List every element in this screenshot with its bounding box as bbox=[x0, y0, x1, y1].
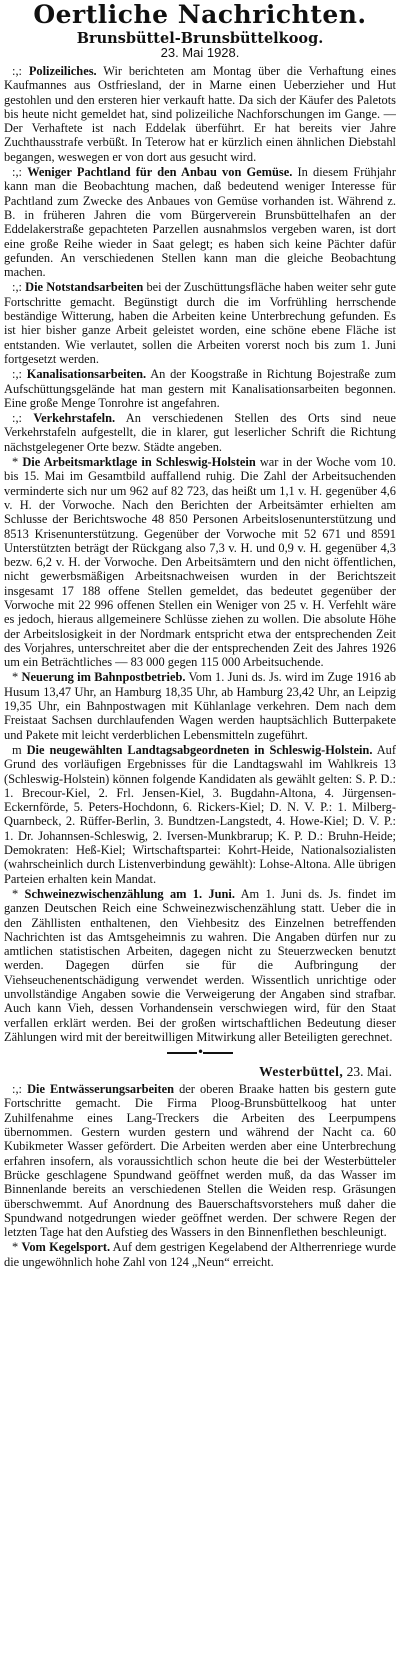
article-landtagsabgeordnete bbox=[4, 743, 396, 886]
article-heading: Weniger Pachtland für den Anbau von Gemüse. bbox=[27, 165, 293, 180]
articles-section-2 bbox=[4, 1082, 396, 1269]
article-schweinezaehlung bbox=[4, 887, 396, 1044]
article-marker: * bbox=[12, 1240, 19, 1255]
article-heading: Die Notstandsarbeiten bbox=[25, 280, 144, 295]
article-marker: * bbox=[12, 670, 19, 685]
article-heading: Vom Kegelsport. bbox=[21, 1240, 111, 1255]
article-kegelsport bbox=[4, 1240, 396, 1269]
article-verkehrstafeln bbox=[4, 411, 396, 454]
article-heading: Die Entwässerungsarbeiten bbox=[27, 1082, 174, 1097]
newspaper-page bbox=[4, 0, 396, 1658]
article-heading: Neuerung im Bahnpostbetrieb. bbox=[21, 670, 186, 685]
article-marker: :,: bbox=[12, 1082, 22, 1097]
article-heading: Verkehrstafeln. bbox=[33, 411, 116, 426]
articles-section-1 bbox=[4, 64, 396, 1044]
article-entwaesserung bbox=[4, 1082, 396, 1239]
article-heading: Die Arbeitsmarktlage in Schleswig-Holstein bbox=[22, 455, 256, 470]
article-marker: m bbox=[12, 742, 22, 757]
section-place: Westerbüttel, bbox=[259, 1064, 344, 1080]
article-body: Am 1. Juni ds. Js. findet im ganzen Deutschen Reich eine Schweinezwischenzählung statt. Ueber die in den Zähllisten enthaltenen, den Viehbesitz des Einzelnen betreffenden Nachrichten ist das Amtsgeheimnis zu wahren. Die Angaben dürfen nur zu amtlichen statistischen Arbeiten, dagegen nicht zu Steuerzwecken benutzt werden. Dagegen dürfen sie für die Aufbringung der Viehseuchenentschädigung verwendet werden. Wissentlich unrichtige oder unvollständige Angaben sowie die Verweigerung der Angaben sind strafbar. Auch kann Vieh, dessen Vorhandensein verschwiegen wird, für den Staat verfallen erklärt werden. Bei der großen wirtschaftlichen Bedeutung dieser Zählungen wird mit der bereitwilligen Mitwirkung aller Beteiligten gerechnet. bbox=[4, 886, 396, 1044]
article-notstandsarbeiten bbox=[4, 280, 396, 366]
article-body: bei der Zuschüttungsfläche haben weiter sehr gute Fortschritte gemacht. Begünstigt durch die im Vorfrühling herrschende beständige Witterung, haben die Arbeiten keine Unterbrechung gefunden. Es ist hier bisher ganze Arbeit geleistet worden, eine schöne ebene Fläche ist entstanden. Wie verlautet, sollen die Arbeiten vorerst noch bis zum 1. Juni fortgesetzt werden. bbox=[4, 280, 396, 366]
article-body: Auf Grund des vorläufigen Ergebnisses für die Landtagswahl im Wahlkreis 13 (Schleswig-Holstein) können folgende Kandidaten als gewählt gelten: S. P. D.: 1. Brecour-Kiel, 2. Frl. Jensen-Kiel, 3. Bugdahn-Altona, 4. Jürgensen-Eckernförde, 5. Peters-Hochdonn, 6. Rickers-Kiel; D. N. V. P.: 1. Milberg-Quarnbeck, 2. Rüffer-Berlin, 3. Bundtzen-Langstedt, 4. Howe-Kiel; D. V. P.: 1. Dr. Johannsen-Schleswig, 2. Iversen-Munkbrarup; K. P. D.: Bruhn-Heide; Demokraten: Heß-Kiel; Wirtschaftspartei: Kohrt-Heide, Nationalsozialisten (wahrscheinlich durch Listenverbindung gewählt): Lohse-Altona. Alle übrigen Parteien erhalten kein Mandat. bbox=[4, 742, 396, 886]
article-marker: :,: bbox=[12, 367, 22, 382]
article-body: Vom 1. Juni ds. Js. wird im Zuge 1916 ab Husum 13,47 Uhr, an Hamburg 18,35 Uhr, ab Hamburg 23,42 Uhr, an Leipzig 19,35 Uhr, ein Bahnpostwagen mit Kühlanlage verkehren. Dem nach dem Freistaat Sachsen durchlaufenden Wagen werden hauptsächlich Butterpakete und Pakete mit leicht verderblichen Lebensmitteln zugeführt. bbox=[4, 670, 396, 742]
article-heading: Kanalisationsarbeiten. bbox=[26, 367, 147, 382]
page-title: Oertliche Nachrichten. bbox=[33, 0, 367, 29]
article-body: Wir berichteten am Montag über die Verhaftung eines Kaufmannes aus Ostfriesland, der in Marne einen Ueberzieher und Hut gestohlen und den ersteren hier verkauft hatte. Da sich der Käufer des Paletots bis heute nicht gemeldet hat, sind polizeiliche Nachforschungen im Gange. — Der Verhaftete ist nach Eddelak überführt. Er hat bereits vier Jahre Zuchthausstrafe verbüßt. In Teterow hat er kürzlich einen ähnlichen Diebstahl begangen, weswegen er von dort aus gesucht wird. bbox=[4, 64, 396, 164]
masthead bbox=[4, 1, 396, 60]
article-marker: :,: bbox=[12, 411, 22, 426]
article-heading: Die neugewählten Landtagsabgeordneten in Schleswig-Holstein. bbox=[26, 742, 373, 757]
article-arbeitsmarktlage bbox=[4, 455, 396, 669]
article-marker: :,: bbox=[12, 64, 22, 78]
article-heading: Polizeiliches. bbox=[28, 64, 97, 78]
article-body: der oberen Braake hatten bis gestern gute Fortschritte gemacht. Die Firma Ploog-Brunsbüttelkoog hat unter Zuhilfenahme eines Lang-Treckers die Arbeiten des Leerpumpens übernommen. Gestern wurden gestern und während der Nacht ca. 60 Kubikmeter Wasser gefördert. Die Arbeiten werden aber eine Unterbrechung erfahren insofern, als voraussichtlich schon heute die bei der Westerbütteler Brücke geschlagene Spundwand geöffnet werden muß, da das Wasser im Binnenlande bereits an verschiedenen Stellen die Weiden resp. Gräsungen überschwemmt. Auf Anordnung des Bauerschaftsvorstehers muß daher die Spundwand notgedrungen wieder geöffnet werden. Der schwere Regen der letzten Tage hat den Aufstieg des Wassers in den Binnenflethen beschleunigt. bbox=[4, 1082, 396, 1240]
article-bahnpostbetrieb bbox=[4, 670, 396, 741]
article-pachtland bbox=[4, 165, 396, 279]
article-body: An der Koogstraße in Richtung Bojestraße zum Aufschüttungsgelände hat man gestern mit Kanalisationsarbeiten begonnen. Eine große Menge Tonrohre ist angefahren. bbox=[4, 367, 396, 410]
article-marker: * bbox=[12, 886, 19, 901]
dateline-place: Brunsbüttel-Brunsbüttelkoog. bbox=[76, 30, 324, 47]
article-body: In diesem Frühjahr kann man die Beobachtung machen, daß bedeutend weniger Interesse für Pachtland zum Zwecke des Anbaues von Gemüse vorhanden ist. Während z. B. in früheren Jahren die vom Bürgerverein Brunsbüttelhafen an der Eddelakerstraße gepachteten Parzellen ausnahmslos vergeben waren, ist dort eine große Reihe wieder in Saat gelegt; es haben sich keine Pächter dafür gefunden. An verschiedenen Stellen kann man die gleiche Beobachtung machen. bbox=[4, 165, 396, 280]
article-polizeiliches bbox=[4, 64, 396, 164]
article-kanalisation bbox=[4, 367, 396, 410]
article-body: Auf dem gestrigen Kegelabend der Altherrenriege wurde die ungewöhnlich hohe Zahl von 124 „Neun“ erreicht. bbox=[4, 1240, 396, 1269]
article-body: war in der Woche vom 10. bis 15. Mai im Gesamtbild auffallend ruhig. Die Zahl der Arbeitsuchenden verminderte sich nur um 962 auf 82 723, das heißt um 1,1 v. H. gegenüber 4,6 v. H. der Vorwoche. Nach den Berichten der Arbeitsämter erhielten am Schlusse der Berichtswoche 48 850 Personen Arbeitslosenunterstützung und 8513 Krisenunterstützung. Gegenüber der Vorwoche mit 52 671 und 8591 Unterstützten beträgt der Rückgang also 7,3 v. H. und 0,9 v. H. gegenüber 4,3 bezw. 6,2 v. H. der Vorwoche. Den Arbeitsämtern und den nicht öffentlichen, nicht gewerbsmäßigen Arbeitsnachweisen wurden in der Berichtszeit insgesamt 17 188 offene Stellen gemeldet, das bedeutet gegenüber der Vorwoche mit 22 996 offenen Stellen ein Weniger von 25 v. H. Verfehlt wäre es jedoch, hieraus allgemeinere Schlüsse ziehen zu wollen. Die absolute Höhe der Arbeitslosigkeit in der Nordmark entspricht etwa der entsprechenden Zeit des Vorjahres, unterschreitet aber die der entsprechenden Zeit des Jahres 1926 um ein Beträchtliches — 83 000 gegen 115 000 Arbeitsuchende. bbox=[4, 455, 396, 670]
section-divider: • bbox=[4, 1046, 396, 1058]
article-marker: * bbox=[12, 455, 19, 470]
dateline-date: 23. Mai 1928. bbox=[160, 45, 240, 60]
article-body: An verschiedenen Stellen des Orts sind neue Verkehrstafeln aufgestellt, die in klarer, gut leserlicher Schrift die Richtung nächstgelegener Orte bezw. Städte angeben. bbox=[4, 411, 396, 454]
article-marker: :,: bbox=[12, 165, 22, 180]
article-marker: :,: bbox=[12, 280, 22, 295]
article-heading: Schweinezwischenzählung am 1. Juni. bbox=[24, 886, 235, 901]
section-date: 23. Mai. bbox=[346, 1064, 392, 1080]
section-dateline bbox=[4, 1064, 392, 1080]
